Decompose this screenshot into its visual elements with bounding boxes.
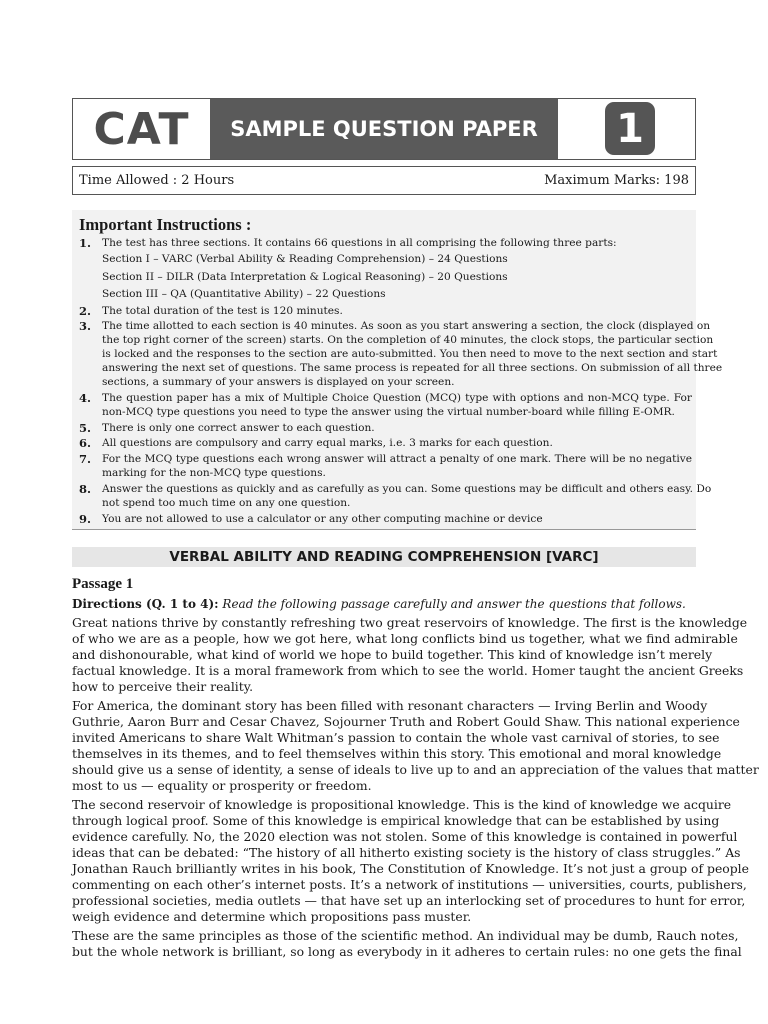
passage-line: themselves in its themes, and to feel themselves within this story. This emotional and moral knowledge [72, 746, 722, 761]
maximum-marks: Maximum Marks: 198 [544, 173, 689, 188]
passage-line: most to us — equality or prosperity or freedom. [72, 778, 372, 793]
instruction-line: marking for the non-MCQ type questions. [102, 467, 326, 479]
instruction-line: The total duration of the test is 120 minutes. [102, 305, 343, 317]
instruction-line: The test has three sections. It contains 66 questions in all comprising the following three parts: [102, 237, 617, 249]
passage-line: Guthrie, Aaron Burr and Cesar Chavez, Sojourner Truth and Robert Gould Shaw. This national experience [72, 714, 740, 729]
passage-line: evidence carefully. No, the 2020 election was not stolen. Some of this knowledge is contained in powerful [72, 829, 738, 844]
passage-line: should give us a sense of identity, a sense of ideals to live up to and an appreciation of the values that matter [72, 762, 759, 777]
paper-number-badge: 1 [605, 102, 655, 155]
instruction-line: non-MCQ type questions you need to type the answer using the virtual number-board while filling E-OMR. [102, 406, 675, 418]
instruction-number: 3. [79, 319, 92, 333]
instruction-number: 2. [79, 304, 92, 318]
passage-line: invited Americans to share Walt Whitman’s passion to contain the whole vast carnival of stories, to see [72, 730, 720, 745]
instruction-line: Section II – DILR (Data Interpretation & Logical Reasoning) – 20 Questions [102, 271, 508, 283]
passage-line: ideas that can be debated: “The history of all hitherto existing society is the history of class struggles.” As [72, 845, 741, 860]
instruction-line: All questions are compulsory and carry equal marks, i.e. 3 marks for each question. [102, 437, 553, 449]
instruction-number: 9. [79, 512, 92, 526]
passage-line: weigh evidence and determine which propositions pass muster. [72, 909, 472, 924]
passage-line: through logical proof. Some of this knowledge is empirical knowledge that can be established by using [72, 813, 720, 828]
instruction-line: There is only one correct answer to each question. [102, 422, 375, 434]
instruction-number: 6. [79, 436, 92, 450]
passage-line: These are the same principles as those of the scientific method. An individual may be dumb, Rauch notes, [72, 928, 739, 943]
instruction-line: is locked and the responses to the section are auto-submitted. You then need to move to the next section and start [102, 348, 718, 360]
instruction-line: For the MCQ type questions each wrong answer will attract a penalty of one mark. There will be no negative [102, 453, 692, 465]
instruction-line: The question paper has a mix of Multiple Choice Question (MCQ) type with options and non-MCQ type. For [102, 392, 692, 404]
passage-line: how to perceive their reality. [72, 679, 254, 694]
passage-line: factual knowledge. It is a moral framework from which to see the world. Homer taught the ancient Greeks [72, 663, 744, 678]
instruction-number: 8. [79, 482, 92, 496]
instruction-line: Answer the questions as quickly and as carefully as you can. Some questions may be difficult and others easy. Do [102, 483, 712, 495]
instruction-line: not spend too much time on any one question. [102, 497, 351, 509]
passage-line: commenting on each other’s internet posts. It’s a network of institutions — universities, courts, publishers, [72, 877, 747, 892]
passage-line: of who we are as a people, how we got here, what long conflicts bind us together, what we find admirable [72, 631, 738, 646]
instruction-line: the top right corner of the screen) starts. On the completion of 40 minutes, the clock stops, the particular section [102, 334, 714, 346]
directions [72, 597, 686, 611]
instruction-number: 1. [79, 236, 92, 250]
passage-line: For America, the dominant story has been filled with resonant characters — Irving Berlin and Woody [72, 698, 708, 713]
passage-line: professional societies, media outlets — that have set up an interlocking set of procedures to hunt for error, [72, 893, 746, 908]
paper-title: SAMPLE QUESTION PAPER [210, 99, 558, 159]
passage-line: and dishonourable, what kind of world we hope to build together. This kind of knowledge isn’t merely [72, 647, 713, 662]
instruction-line: You are not allowed to use a calculator or any other computing machine or device [102, 513, 543, 525]
instruction-number: 5. [79, 421, 92, 435]
passage-line: The second reservoir of knowledge is propositional knowledge. This is the kind of knowledge we acquire [72, 797, 732, 812]
instruction-line: The time allotted to each section is 40 minutes. As soon as you start answering a section, the clock (displayed on [102, 320, 711, 332]
cat-logo-text: CAT [93, 103, 190, 155]
instruction-line: Section I – VARC (Verbal Ability & Reading Comprehension) – 24 Questions [102, 253, 508, 265]
instructions-box [72, 210, 723, 530]
instructions-heading: Important Instructions : [79, 215, 252, 234]
directions-text: Read the following passage carefully and answer the questions that follows. [222, 597, 686, 611]
paper-header [72, 98, 696, 160]
instruction-line: Section III – QA (Quantitative Ability) – 22 Questions [102, 288, 386, 300]
instruction-number: 4. [79, 391, 92, 405]
passage-line: Great nations thrive by constantly refreshing two great reservoirs of knowledge. The first is the knowledge [72, 615, 748, 630]
instruction-number: 7. [79, 452, 92, 466]
passage-title: Passage 1 [72, 576, 134, 592]
passage-line: but the whole network is brilliant, so long as everybody in it adheres to certain rules: no one gets the final [72, 944, 742, 959]
directions-label: Directions (Q. 1 to 4): [72, 597, 219, 611]
instruction-line: sections, a summary of your answers is displayed on your screen. [102, 376, 455, 388]
passage-line: Jonathan Rauch brilliantly writes in his book, The Constitution of Knowledge. It’s not just a group of people [72, 861, 749, 876]
section-title: VERBAL ABILITY AND READING COMPREHENSION [VARC] [72, 547, 696, 567]
time-allowed: Time Allowed : 2 Hours [79, 173, 235, 188]
meta-bar [72, 166, 696, 195]
instruction-line: answering the next set of questions. The same process is repeated for all three sections. On submission of all three [102, 362, 723, 374]
